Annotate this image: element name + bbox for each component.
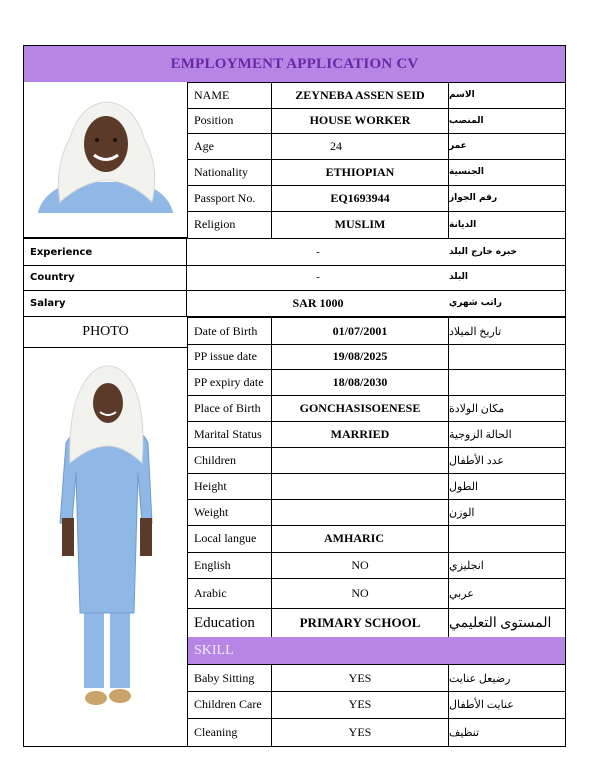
row-arabic: تاريخ الميلاد: [449, 325, 502, 338]
row-label: Salary: [30, 297, 66, 309]
education-row: [187, 608, 566, 638]
row-arabic: الاسم: [449, 90, 475, 100]
info-row: [187, 211, 566, 239]
row-arabic: المنصب: [449, 115, 484, 126]
row-value: ZEYNEBA ASSEN SEID: [295, 87, 425, 102]
row-value: 18/08/2030: [332, 374, 388, 389]
row-value: 19/08/2025: [332, 348, 388, 363]
row-value: MUSLIM: [334, 217, 386, 231]
row-label: English: [194, 557, 231, 572]
photo-label: PHOTO: [82, 324, 129, 339]
row-arabic: راتب شهري: [449, 298, 502, 308]
row-value: ETHIOPIAN: [325, 164, 395, 179]
row-value: NO: [351, 585, 369, 600]
full-body-photo-box: [23, 348, 188, 747]
row-label: NAME: [194, 87, 230, 102]
row-value: YES: [348, 670, 372, 685]
detail-row: [187, 499, 566, 526]
row-label: Cleaning: [194, 724, 238, 739]
detail-row: [187, 317, 566, 345]
wide-row: [23, 264, 566, 291]
page-title: EMPLOYMENT APPLICATION CV: [170, 55, 419, 72]
detail-row: [187, 473, 566, 500]
cv-form: [23, 45, 566, 747]
row-arabic: عدد الأطفال: [449, 454, 504, 467]
info-row: [187, 82, 566, 109]
info-row: [187, 108, 566, 134]
skill-title: SKILL: [194, 642, 234, 658]
row-label: PP expiry date: [194, 374, 264, 389]
wide-row: [23, 238, 566, 266]
info-row: [187, 133, 566, 160]
wide-row: [23, 290, 566, 317]
row-arabic: الديانة: [449, 219, 477, 230]
row-label: Religion: [194, 217, 236, 231]
row-label: Height: [194, 478, 227, 493]
row-value: 01/07/2001: [332, 323, 388, 338]
row-label: Nationality: [194, 164, 248, 179]
row-value: -: [316, 246, 320, 258]
detail-row: [187, 447, 566, 474]
row-arabic: عنايت الأطفال: [449, 699, 514, 711]
row-label: Children Care: [194, 697, 262, 711]
row-arabic: مكان الولادة: [449, 402, 505, 415]
row-value: EQ1693944: [330, 190, 390, 205]
skill-row: [187, 718, 566, 747]
row-arabic: عربي: [449, 587, 474, 600]
row-label: Place of Birth: [194, 400, 261, 415]
row-label: Age: [194, 138, 214, 153]
education-label: Education: [194, 614, 255, 631]
row-arabic: الطول: [449, 480, 479, 493]
row-label: Position: [194, 113, 234, 127]
row-arabic: رضيعل عنايت: [449, 672, 511, 685]
row-label: PP issue date: [194, 348, 257, 363]
row-label: Marital Status: [194, 426, 262, 441]
full-body-photo: [24, 348, 187, 746]
row-arabic: رقم الجواز: [449, 193, 498, 203]
info-row: [187, 159, 566, 186]
photo-label-cell: [23, 317, 188, 348]
row-arabic: الحالة الزوجية: [449, 428, 512, 441]
skill-row: [187, 665, 566, 692]
row-value: 24: [330, 138, 342, 153]
detail-row: [187, 421, 566, 448]
detail-row: [187, 578, 566, 609]
row-label: Country: [30, 271, 75, 283]
title-bar: [23, 45, 566, 83]
row-value: -: [316, 271, 320, 283]
row-label: Local langue: [194, 531, 257, 545]
row-label: Experience: [30, 246, 93, 258]
skill-row: [187, 691, 566, 719]
row-value: GONCHASISOENESE: [299, 400, 421, 415]
education-arabic: المستوى التعليمي: [449, 615, 552, 631]
row-arabic: انجليزي: [449, 559, 484, 572]
row-label: Date of Birth: [194, 323, 258, 338]
detail-row: [187, 552, 566, 579]
row-label: Weight: [194, 504, 229, 519]
row-arabic: البلد: [449, 272, 469, 282]
row-label: Baby Sitting: [194, 670, 255, 685]
detail-row: [187, 395, 566, 422]
row-arabic: الوزن: [449, 506, 475, 519]
row-value: YES: [348, 697, 372, 711]
skill-header: [187, 637, 566, 665]
row-value: NO: [351, 557, 369, 572]
detail-row: [187, 369, 566, 396]
headshot-photo-box: [23, 82, 188, 238]
row-label: Arabic: [194, 585, 227, 600]
detail-row: [187, 525, 566, 553]
row-label: Passport No.: [194, 190, 256, 205]
headshot-photo: [24, 82, 187, 237]
row-arabic: تنظيف: [449, 726, 480, 739]
row-value: AMHARIC: [324, 531, 384, 545]
row-value: HOUSE WORKER: [309, 113, 411, 127]
detail-row: [187, 343, 566, 370]
row-arabic: الجنسية: [449, 167, 484, 177]
row-arabic: خبره خارج البلد: [449, 247, 517, 257]
row-value: YES: [348, 724, 372, 739]
info-row: [187, 185, 566, 212]
row-value: SAR 1000: [292, 295, 344, 310]
row-label: Children: [194, 452, 236, 467]
row-value: MARRIED: [330, 426, 390, 441]
row-arabic: عمر: [449, 141, 467, 151]
education-value: PRIMARY SCHOOL: [299, 615, 421, 630]
